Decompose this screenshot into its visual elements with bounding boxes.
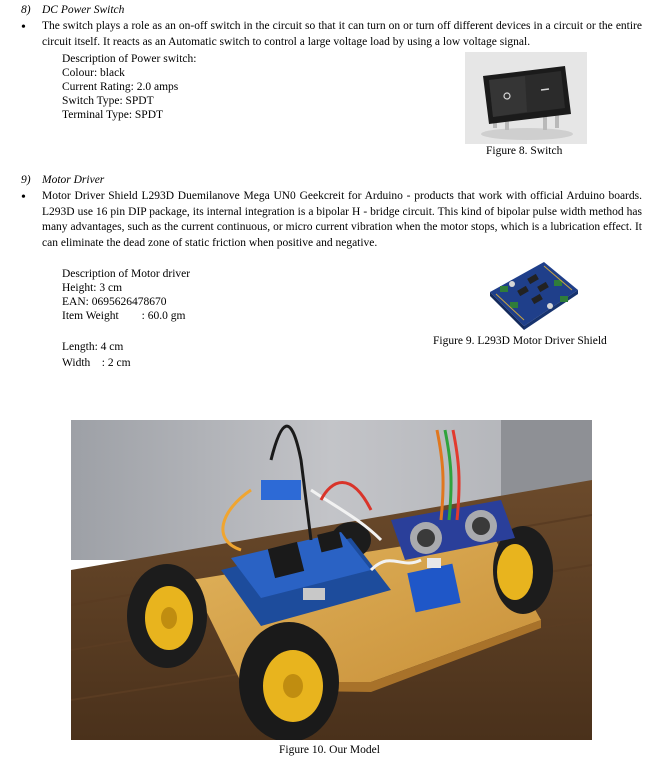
switch-photo xyxy=(465,52,587,144)
section-8-paragraph: The switch plays a role as an on-off switch in the circuit so that it can turn on or turn off different devices in a circuit or the entire circuit itself. It reacts as an Automatic switch to control a large voltage load by using a low voltage signal. xyxy=(42,20,642,48)
power-switch-description xyxy=(62,52,196,122)
motor-driver-description xyxy=(62,267,190,323)
motor-driver-dimensions xyxy=(62,339,131,371)
description-line: Height: 3 cm xyxy=(62,282,123,294)
description-line: EAN: 0695626478670 xyxy=(62,296,167,308)
figure-8-caption: Figure 8. Switch xyxy=(486,145,563,157)
description-line: Description of Motor driver xyxy=(62,268,191,280)
description-line: Switch Type: SPDT xyxy=(62,95,154,107)
figure-9-caption: Figure 9. L293D Motor Driver Shield xyxy=(433,335,607,347)
bullet: • xyxy=(21,190,26,205)
dimension-line: Length: 4 cm xyxy=(62,341,124,353)
figure-10-caption: Figure 10. Our Model xyxy=(279,744,380,756)
bullet: • xyxy=(21,20,26,35)
section-8-number: 8) xyxy=(21,4,31,16)
description-line: Item Weight : 60.0 gm xyxy=(62,310,186,322)
dimension-line: Width : 2 cm xyxy=(62,357,131,369)
section-9-title: Motor Driver xyxy=(42,174,105,186)
robot-car-model-photo xyxy=(71,420,592,740)
motor-driver-shield-photo xyxy=(484,256,582,334)
description-line: Description of Power switch: xyxy=(62,53,197,65)
description-line: Colour: black xyxy=(62,67,125,79)
description-line: Terminal Type: SPDT xyxy=(62,109,164,121)
section-8-title: DC Power Switch xyxy=(42,4,125,16)
section-9-number: 9) xyxy=(21,174,31,186)
section-9-paragraph: Motor Driver Shield L293D Duemilanove Mega UN0 Geekcreit for Arduino - products that work with official Arduino boards. L293D use 16 pin DIP package, its internal integration is a bipolar H - bridge circuit. This kind of bipolar pulse width method has many advantages, such as the current continuous, or micro current vibration when the motor stops, which is a lubrication effect. It can eliminate the dead zone of static friction when positive and negative. xyxy=(42,190,642,249)
description-line: Current Rating: 2.0 amps xyxy=(62,81,179,93)
